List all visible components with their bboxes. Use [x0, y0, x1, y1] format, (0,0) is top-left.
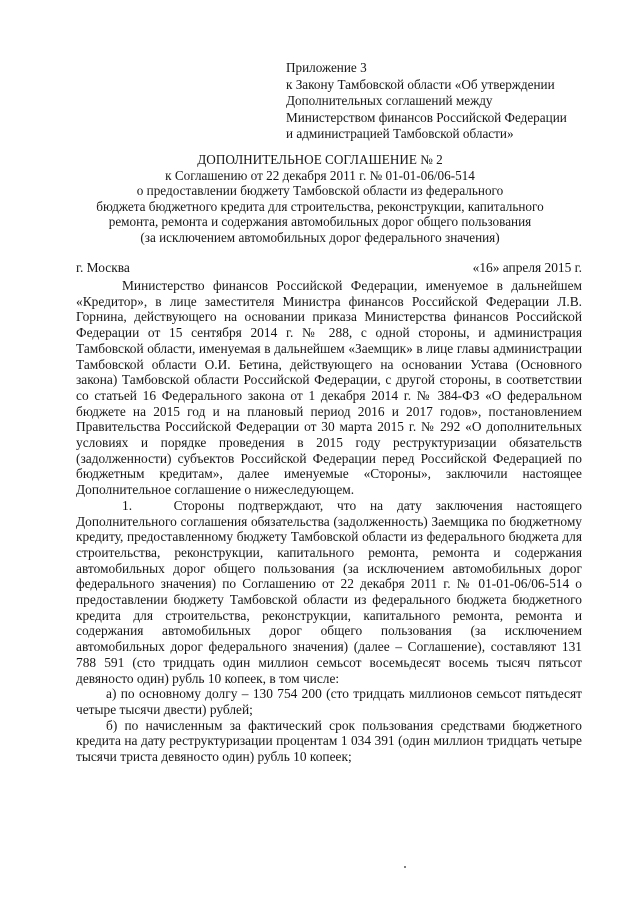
- item-a-paragraph: а) по основному долгу – 130 754 200 (сто тридцать миллионов семьсот пятьдесят четыре тысячи двести) рублей;: [76, 686, 582, 717]
- title-line: (за исключением автомобильных дорог федерального значения): [140, 229, 500, 245]
- scan-artifact-dot: [404, 866, 406, 868]
- title-line: к Соглашению от 22 декабря 2011 г. № 01-01-06/06-514: [165, 167, 475, 183]
- appendix-header: [286, 60, 606, 143]
- title-line: ремонта, ремонта и содержания автомобильных дорог общего пользования: [108, 214, 532, 230]
- title-line: бюджета бюджетного кредита для строительства, реконструкции, капитального: [96, 198, 544, 214]
- intro-paragraph: Министерство финансов Российской Федерации, именуемое в дальнейшем «Кредитор», в лице заместителя Министра финансов Российской Федерации Л.В. Горнина, действующего на основании приказа Министерства финансов Российской Федерации от 15 сентября 2014 г. № 288, с одной стороны, и администрация Тамбовской области, именуемая в дальнейшем «Заемщик» в лице главы администрации Тамбовской области О.И. Бетина, действующего на основании Устава (Основного закона) Тамбовской области Российской Федерации, с другой стороны, в соответствии со статьей 16 Федерального закона от 1 декабря 2014 г. № 384-ФЗ «О федеральном бюджете на 2015 год и на плановый период 2016 и 2017 годов», постановлением Правительства Российской Федерации от 30 марта 2015 г. № 292 «О дополнительных условиях и порядке проведения в 2015 году реструктуризации обязательств (задолженности) субъектов Российской Федерации перед Российской Федерацией по бюджетным кредитам», далее именуемые «Стороны», заключили настоящее Дополнительное соглашение о нижеследующем.: [76, 278, 582, 498]
- document-title-block: [60, 152, 580, 246]
- appendix-line: Дополнительных соглашений между: [286, 93, 493, 109]
- agreement-body: [76, 278, 582, 765]
- appendix-line: Приложение 3: [286, 60, 367, 75]
- document-heading: ДОПОЛНИТЕЛЬНОЕ СОГЛАШЕНИЕ № 2: [197, 152, 443, 167]
- appendix-line: и администрацией Тамбовской области»: [286, 126, 514, 142]
- clause-1-paragraph: 1. Стороны подтверждают, что на дату заключения настоящего Дополнительного соглашения обязательства (задолженность) Заемщика по бюджетному кредиту, предоставленному бюджету Тамбовской области из федерального бюджета для строительства, реконструкции, капитального ремонта, ремонта и содержания автомобильных дорог общего пользования (за исключением автомобильных дорог федерального значения) по Соглашению от 22 декабря 2011 г. № 01-01-06/06-514 о предоставлении бюджету Тамбовской области из федерального бюджета бюджетного кредита для строительства, реконструкции, капитального ремонта, ремонта и содержания автомобильных дорог общего пользования (за исключением автомобильных дорог федерального значения) (далее – Соглашение), составляют 131 788 591 (сто тридцать один миллион семьсот восемьдесят восемь тысяч пятьсот девяносто один) рубль 10 копеек, в том числе:: [76, 497, 582, 686]
- place-date-row: [76, 260, 582, 276]
- appendix-line: Министерством финансов Российской Федерации: [286, 109, 567, 125]
- agreement-date: «16» апреля 2015 г.: [472, 260, 582, 275]
- title-line: о предоставлении бюджету Тамбовской области из федерального: [136, 183, 504, 199]
- item-b-paragraph: б) по начисленным за фактический срок пользования средствами бюджетного кредита на дату реструктуризации процентам 1 034 391 (один миллион тридцать четыре тысячи триста девяносто один) рубль 10 копеек;: [76, 717, 582, 765]
- appendix-line: к Закону Тамбовской области «Об утверждении: [286, 76, 555, 92]
- city: г. Москва: [76, 260, 130, 275]
